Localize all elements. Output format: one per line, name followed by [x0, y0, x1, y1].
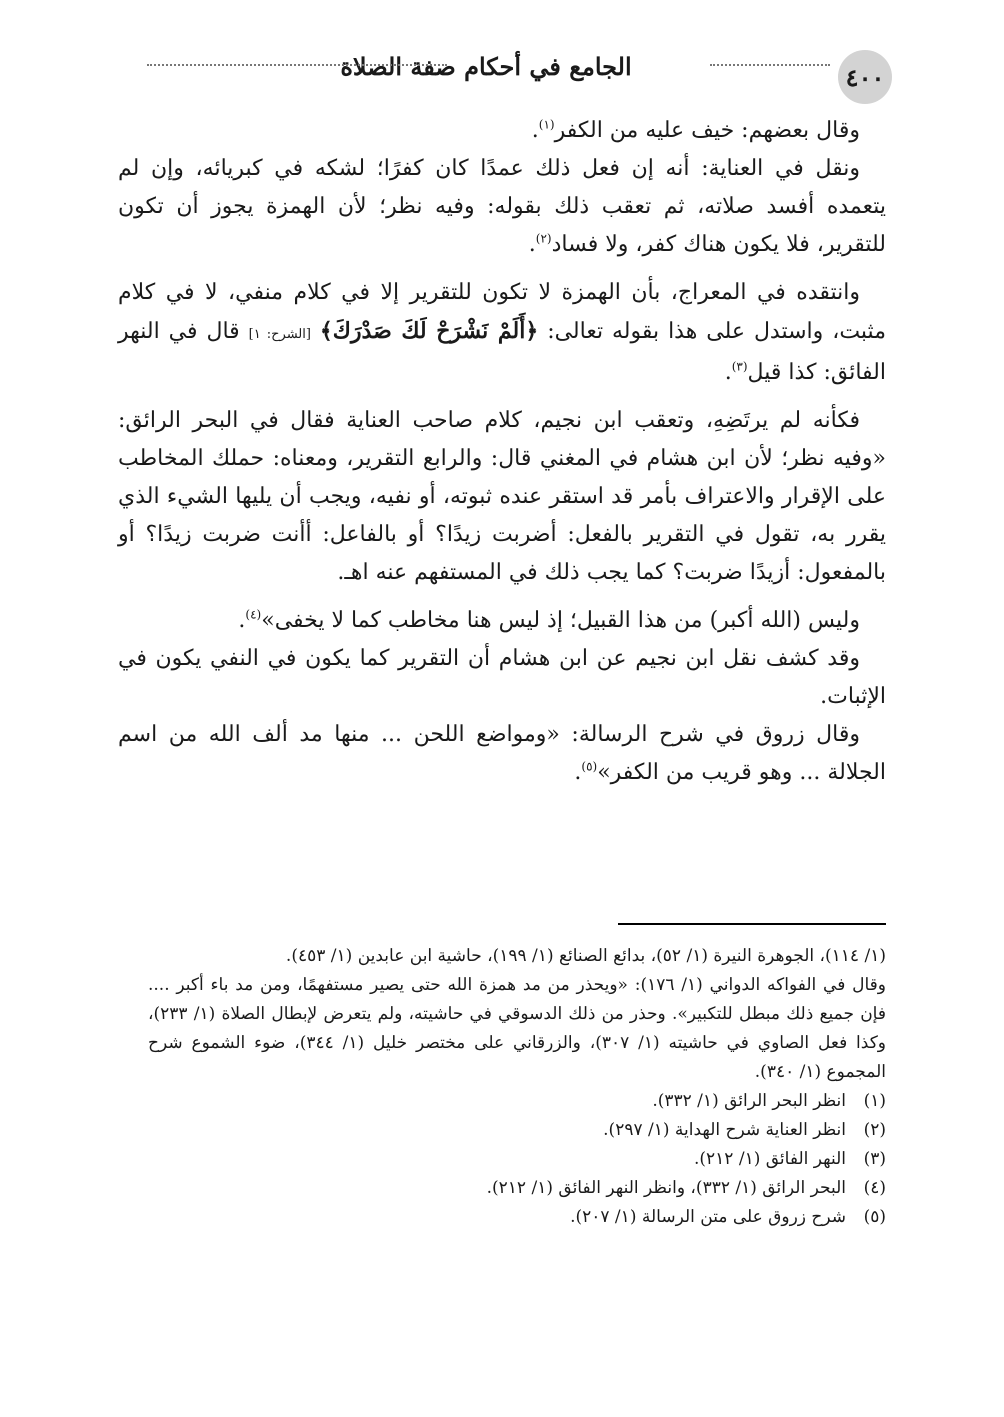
- footnote-item: [148, 1116, 886, 1145]
- footnote-number: (٤): [863, 1178, 886, 1198]
- footnote-separator: [618, 923, 886, 925]
- footnote-text: انظر البحر الرائق (١/ ٣٣٢).: [652, 1091, 846, 1111]
- paragraph-4: فكأنه لم يرتَضِهِ، وتعقب ابن نجيم، كلام صاحب العناية فقال في البحر الرائق: «وفيه نظر؛ لأن ابن هشام في المغني قال: والرابع التقرير، ومعناه: حملك المخاطب على الإقرار والاعتراف بأمر قد استقر عنده ثبوته، أو نفيه، ويجب أن يليها الشيء الذي يقرر به، تقول في التقرير بالفعل: أضربت زيدًا؟ أو بالفاعل: أأنت ضربت زيدًا؟ أو بالمفعول: أزيدًا ضربت؟ كما يجب ذلك في المستفهم عنه اهـ.: [118, 408, 886, 585]
- footnote-item: [148, 1145, 886, 1174]
- footnote-text: شرح زروق على متن الرسالة (١/ ٢٠٧).: [570, 1207, 846, 1227]
- footnote-number: (١): [863, 1091, 886, 1111]
- footnote-ref-5: (٥): [581, 759, 598, 774]
- footnote-ref-1: (١): [538, 117, 555, 132]
- quran-verse: ﴿أَلَمْ نَشْرَحْ لَكَ صَدْرَكَ﴾: [319, 318, 539, 344]
- footnote-item: [148, 1174, 886, 1203]
- page-number: ٤٠٠: [838, 50, 892, 104]
- header-dotted-rule-right: [710, 64, 830, 68]
- footnote-continuation-1: (١/ ١١٤)، الجوهرة النيرة (١/ ٥٢)، بدائع الصنائع (١/ ١٩٩)، حاشية ابن عابدين (١/ ٤٥٣).: [285, 946, 886, 966]
- paragraph-5: وليس (الله أكبر) من هذا القبيل؛ إذ ليس هنا مخاطب كما لا يخفى»$^{(٤)}$.: [238, 607, 860, 633]
- paragraph-1: وقال بعضهم: خيف عليه من الكفر$^{(١)}$.: [531, 117, 860, 143]
- page-header: [135, 42, 892, 112]
- footnote-ref-4: (٤): [245, 607, 262, 622]
- footnote-ref-3: (٣): [731, 359, 748, 374]
- footnote-item: [148, 1203, 886, 1232]
- footnote-continuation-2: وقال في الفواكه الدواني (١/ ١٧٦): «ويحذر من مد همزة الله حتى يصير مستفهمًا، ومن مد باء أكبر .... فإن جميع ذلك مبطل للتكبير». وحذر من ذلك الدسوقي في حاشيته، ولم يتعرض لإبطال الصلاة (١/ ٢٣٣)، وكذا فعل الصاوي في حاشيته (١/ ٣٠٧)، والزرقاني على مختصر خليل (١/ ٣٤٤)، ضوء الشموع شرح المجموع (١/ ٣٤٠).: [148, 975, 887, 1082]
- footnote-item: [148, 1087, 886, 1116]
- footnote-number: (٢): [863, 1120, 886, 1140]
- main-text: [118, 112, 886, 792]
- footnote-text: النهر الفائق (١/ ٢١٢).: [693, 1149, 846, 1169]
- footnote-text: انظر العناية شرح الهداية (١/ ٢٩٧).: [603, 1120, 846, 1140]
- paragraph-6: وقد كشف نقل ابن نجيم عن ابن هشام أن التقرير كما يكون في النفي يكون في الإثبات.: [118, 646, 886, 709]
- verse-reference: [الشرح: ١]: [248, 327, 311, 342]
- footnote-text: البحر الرائق (١/ ٣٣٢)، وانظر النهر الفائق (١/ ٢١٢).: [486, 1178, 846, 1198]
- paragraph-2: ونقل في العناية: أنه إن فعل ذلك عمدًا كان كفرًا؛ لشكه في كبريائه، وإن لم يتعمده أفسد صلاته، ثم تعقب ذلك بقوله: وفيه نظر؛ لأن الهمزة يجوز أن تكون للتقرير، فلا يكون هناك كفر، ولا فساد$^{(٢)}$.: [118, 156, 886, 257]
- header-dotted-rule-left: [147, 64, 447, 68]
- footnote-ref-2: (٢): [535, 231, 552, 246]
- book-title: الجامع في أحكام صفة الصلاة: [340, 52, 632, 81]
- footnote-number: (٣): [863, 1149, 886, 1169]
- paragraph-7: وقال زروق في شرح الرسالة: «ومواضع اللحن ... منها مد ألف الله من اسم الجلالة ... وهو قريب من الكفر»$^{(٥)}$.: [118, 722, 886, 785]
- footnote-number: (٥): [863, 1207, 886, 1227]
- footnotes: [148, 942, 886, 1232]
- paragraph-3: وانتقده في المعراج، بأن الهمزة لا تكون للتقرير إلا في كلام منفي، لا في كلام مثبت، واستدل على هذا بقوله تعالى: ﴿أَلَمْ نَشْرَحْ لَكَ صَدْرَكَ﴾ [الشرح: ١] قال في النهر الفائق: كذا قيل$^{(٣)}$.: [118, 280, 886, 385]
